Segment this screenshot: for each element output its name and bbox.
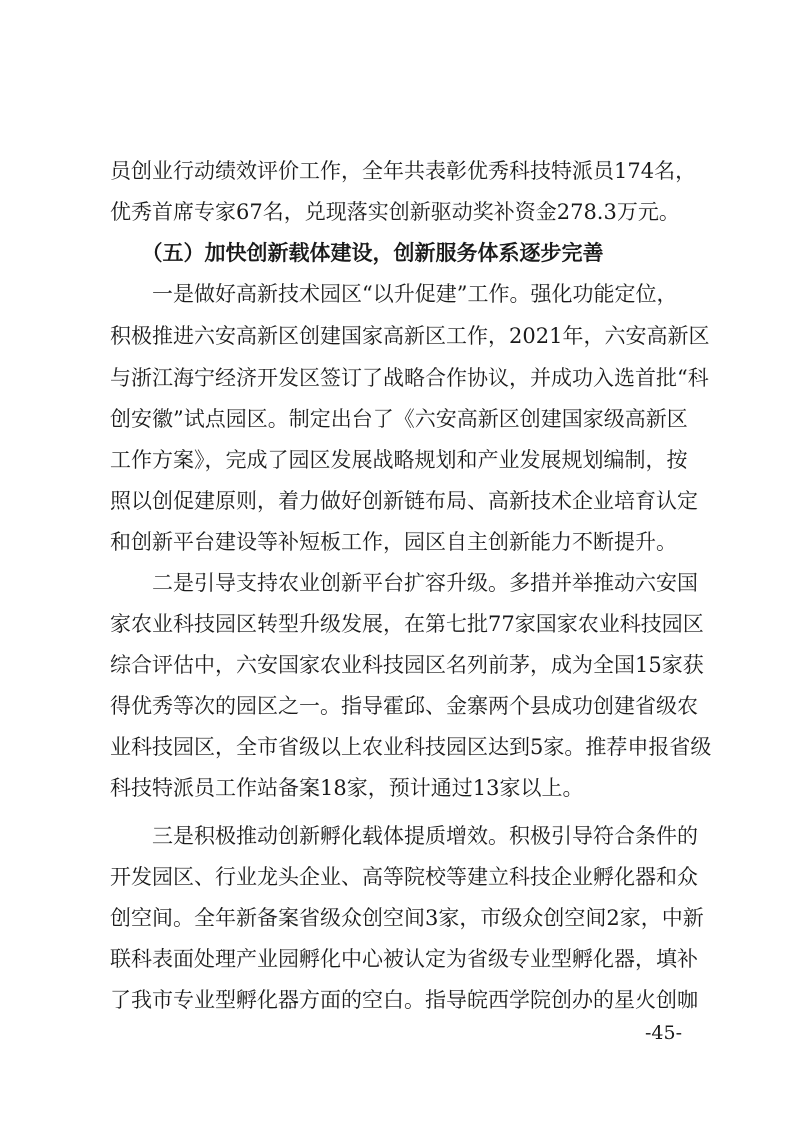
page-number: -45- bbox=[645, 1022, 683, 1044]
